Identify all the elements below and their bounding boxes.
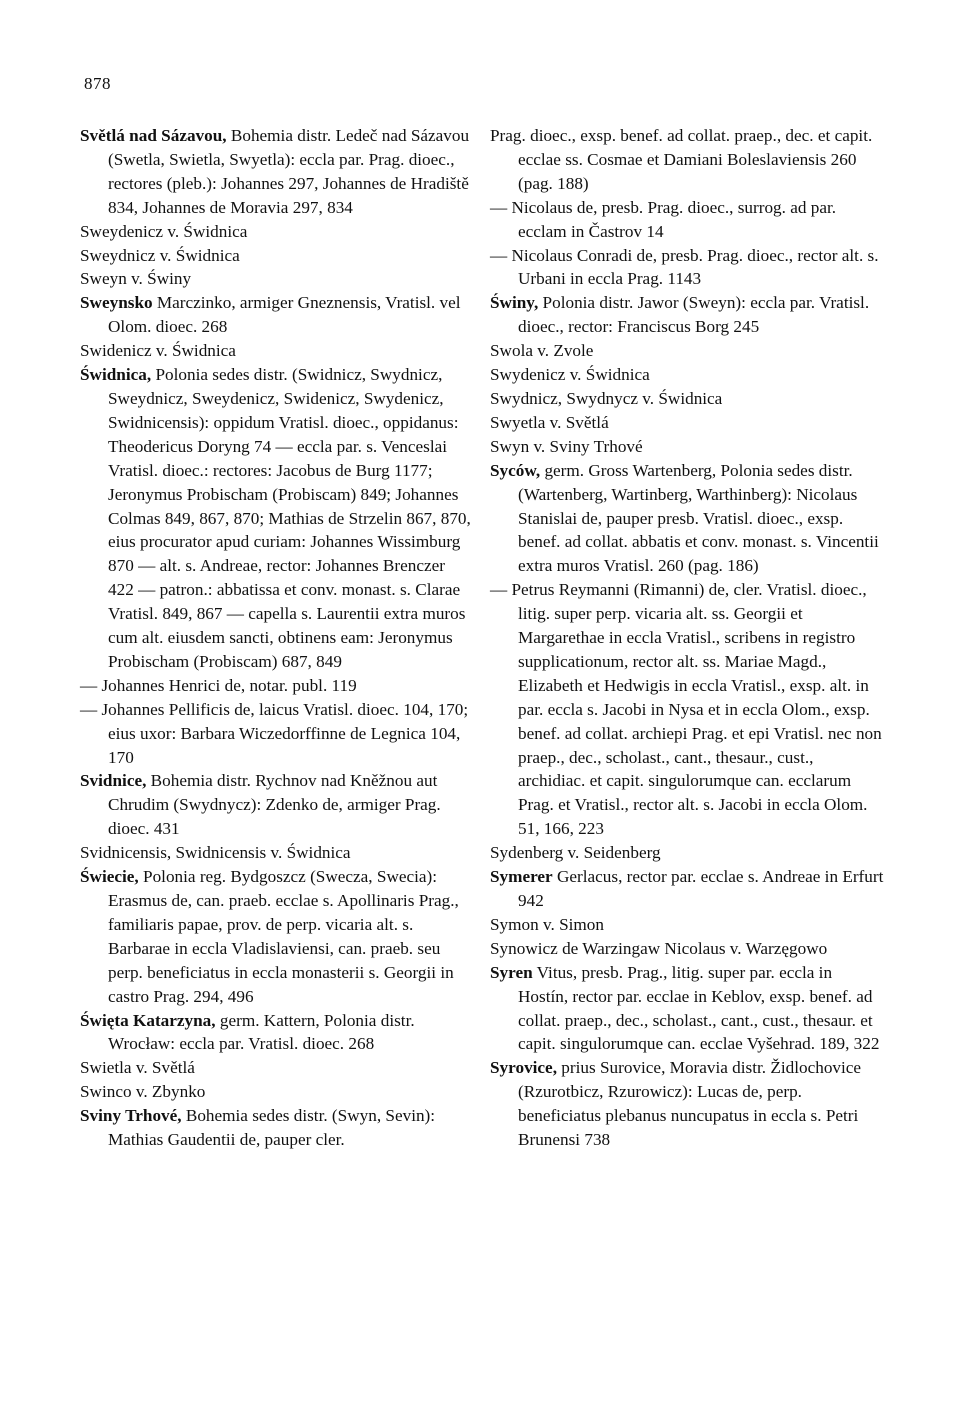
index-entry xyxy=(80,769,474,841)
index-entry xyxy=(490,961,884,1057)
index-entry xyxy=(80,674,474,698)
page-number: 878 xyxy=(84,74,111,93)
entry-text: Sweydenicz v. Świdnica xyxy=(80,221,248,241)
entry-text: Marczinko, armiger Gneznensis, Vratisl. vel Olom. dioec. 268 xyxy=(108,293,461,337)
index-entry xyxy=(80,1080,474,1104)
index-entry xyxy=(490,913,884,937)
index-entry xyxy=(490,937,884,961)
index-entry xyxy=(490,865,884,913)
entry-headword: Syrovice, xyxy=(490,1058,557,1078)
entry-text: germ. Kattern, Polonia distr. Wrocław: eccla par. Vratisl. dioec. 268 xyxy=(108,1010,415,1054)
entry-text: Vitus, presb. Prag., litig. super par. eccla in Hostín, rector par. ecclae in Keblov, exsp. benef. ad collat. praep., dec., scholast., cant., cust., thesaur. et capit. singulorumque can. ecclae Vyšehrad. 189, 322 xyxy=(518,962,880,1054)
index-entry xyxy=(490,435,884,459)
entry-text: Swietla v. Světlá xyxy=(80,1058,195,1078)
entry-headword: Svidnice, xyxy=(80,771,147,791)
right-column xyxy=(490,124,884,1152)
index-entry xyxy=(80,291,474,339)
entry-text: Swydenicz v. Świdnica xyxy=(490,365,650,385)
entry-headword: Symerer xyxy=(490,867,553,887)
entry-text: Gerlacus, rector par. ecclae s. Andreae in Erfurt 942 xyxy=(518,867,884,910)
index-entry xyxy=(80,1056,474,1080)
index-entry xyxy=(490,291,884,339)
entry-text: Sweydnicz v. Świdnica xyxy=(80,245,240,265)
index-entry xyxy=(80,124,474,220)
entry-text: — Nicolaus Conradi de, presb. Prag. dioec., rector alt. s. Urbani in eccla Prag. 1143 xyxy=(490,245,879,289)
entry-text: Sweyn v. Świny xyxy=(80,269,192,289)
entry-text: Symon v. Simon xyxy=(490,914,604,934)
entry-headword: Syców, xyxy=(490,460,541,480)
index-entry xyxy=(80,865,474,1008)
entry-text: — Petrus Reymanni (Rimanni) de, cler. Vratisl. dioec., litig. super perp. vicaria alt. ss. Georgii et Margarethae in eccla Vratisl., scribens in registro supplicationum, rector alt. ss. Mariae Magd., Elizabeth et Hedwigis in eccla Vratisl., exsp. alt. in par. eccla s. Jacobi in Nysa et in eccla Olom., exsp. benef. ad collat. archiepi Prag. et epi Vratisl. nec non praep., dec., scholast., cant., thesaur., cust., archidiac. et capit. singulorumque can. ecclarum Prag. et Vratisl., rector alt. s. Jacobi in eccla Olom. 51, 166, 223 xyxy=(490,580,882,839)
entry-text: Swydnicz, Swydnycz v. Świdnica xyxy=(490,388,723,408)
index-entry xyxy=(490,124,884,196)
entry-text: Swola v. Zvole xyxy=(490,341,594,361)
entry-headword: Světlá nad Sázavou, xyxy=(80,126,227,145)
entry-text: Swyn v. Sviny Trhové xyxy=(490,436,643,456)
entry-text: Swidenicz v. Świdnica xyxy=(80,341,236,361)
index-entry xyxy=(80,698,474,770)
entry-headword: Syren xyxy=(490,962,533,982)
index-entry xyxy=(490,459,884,579)
entry-text: — Johannes Henrici de, notar. publ. 119 xyxy=(80,675,357,695)
entry-headword: Świecie, xyxy=(80,867,139,887)
entry-text: — Nicolaus de, presb. Prag. dioec., surrog. ad par. ecclam in Častrov 14 xyxy=(490,197,837,241)
entry-headword: Święta Katarzyna, xyxy=(80,1010,216,1030)
index-entry xyxy=(490,411,884,435)
index-entry xyxy=(80,1009,474,1057)
index-entry xyxy=(490,363,884,387)
index-entry xyxy=(80,244,474,268)
entry-headword: Sviny Trhové, xyxy=(80,1106,182,1126)
entry-headword: Świdnica, xyxy=(80,365,152,385)
index-entry xyxy=(490,244,884,292)
entry-text: Svidnicensis, Swidnicensis v. Świdnica xyxy=(80,843,351,863)
index-entry xyxy=(490,339,884,363)
index-entry xyxy=(80,267,474,291)
entry-text: Polonia distr. Jawor (Sweyn): eccla par. Vratisl. dioec., rector: Franciscus Borg 245 xyxy=(518,293,870,337)
entry-text: Bohemia distr. Ledeč nad Sázavou (Swetla, Swietla, Swyetla): eccla par. Prag. dioec., rectores (pleb.): Johannes 297, Johannes de Hradiště 834, Johannes de Moravia 297, 834 xyxy=(108,126,470,217)
entry-text: prius Surovice, Moravia distr. Židlochovice (Rzurotbicz, Rzurowicz): Lucas de, perp. beneficiatus plebanus nuncupatus in eccla s. Petri Brunensi 738 xyxy=(518,1058,862,1150)
entry-text: Polonia reg. Bydgoszcz (Swecza, Swecia): Erasmus de, can. praeb. ecclae s. Apollinaris Prag., familiaris papae, prov. de perp. vicaria alt. s. Barbarae in eccla Vladislaviensi, can. praeb. seu perp. beneficiatus in eccla monasterii s. Georgii in castro Prag. 294, 496 xyxy=(108,867,459,1006)
index-entry xyxy=(490,578,884,841)
entry-text: germ. Gross Wartenberg, Polonia sedes distr. (Wartenberg, Wartinberg, Warthinberg): Nicolaus Stanislai de, pauper presb. Vratisl. dioec., exsp. benef. ad collat. abbatis et conv. monast. s. Vincentii extra muros Vratisl. 260 (pag. 186) xyxy=(518,460,879,576)
entry-text: Synowicz de Warzingaw Nicolaus v. Warzęgowo xyxy=(490,938,828,958)
entry-text: Swinco v. Zbynko xyxy=(80,1082,206,1102)
index-entry xyxy=(80,841,474,865)
index-entry xyxy=(490,387,884,411)
entry-text: — Johannes Pellificis de, laicus Vratisl. dioec. 104, 170; eius uxor: Barbara Wiczedorffinne de Legnica 104, 170 xyxy=(80,699,469,767)
index-entry xyxy=(490,1056,884,1152)
entry-text: Bohemia sedes distr. (Swyn, Sevin): Mathias Gaudentii de, pauper cler. xyxy=(108,1106,436,1150)
left-column xyxy=(80,124,474,1152)
entry-text: Bohemia distr. Rychnov nad Kněžnou aut Chrudim (Swydnycz): Zdenko de, armiger Prag. dioec. 431 xyxy=(108,771,441,839)
entry-headword: Świny, xyxy=(490,293,539,313)
index-entry xyxy=(80,339,474,363)
entry-text: Swyetla v. Světlá xyxy=(490,412,609,432)
index-entry xyxy=(80,1104,474,1152)
entry-text: Polonia sedes distr. (Swidnicz, Swydnicz, Sweydnicz, Sweydenicz, Swidenicz, Swydenicz, Swidnicensis): oppidum Vratisl. dioec., oppidanus: Theodericus Doryng 74 — eccla par. s. Venceslai Vratisl. dioec.: rectores: Jacobus de Burg 1177; Jeronymus Probischam (Probiscam) 849; Johannes Colmas 849, 867, 870; Mathias de Strzelin 867, 870, eius procurator apud curiam: Johannes Wissimburg 870 — alt. s. Andreae, rector: Johannes Brenczer 422 — patron.: abbatissa et conv. monast. s. Clarae Vratisl. 849, 867 — capella s. Laurentii extra muros cum alt. eiusdem sancti, obtinens eam: Jeronymus Probischam (Probiscam) 687, 849 xyxy=(108,365,471,671)
index-entry xyxy=(490,196,884,244)
index-entry xyxy=(490,841,884,865)
entry-text: Prag. dioec., exsp. benef. ad collat. praep., dec. et capit. ecclae ss. Cosmae et Damiani Boleslaviensis 260 (pag. 188) xyxy=(490,126,873,193)
entry-text: Sydenberg v. Seidenberg xyxy=(490,843,661,863)
index-entry xyxy=(80,363,474,674)
index-entry xyxy=(80,220,474,244)
entry-headword: Sweynsko xyxy=(80,293,153,313)
